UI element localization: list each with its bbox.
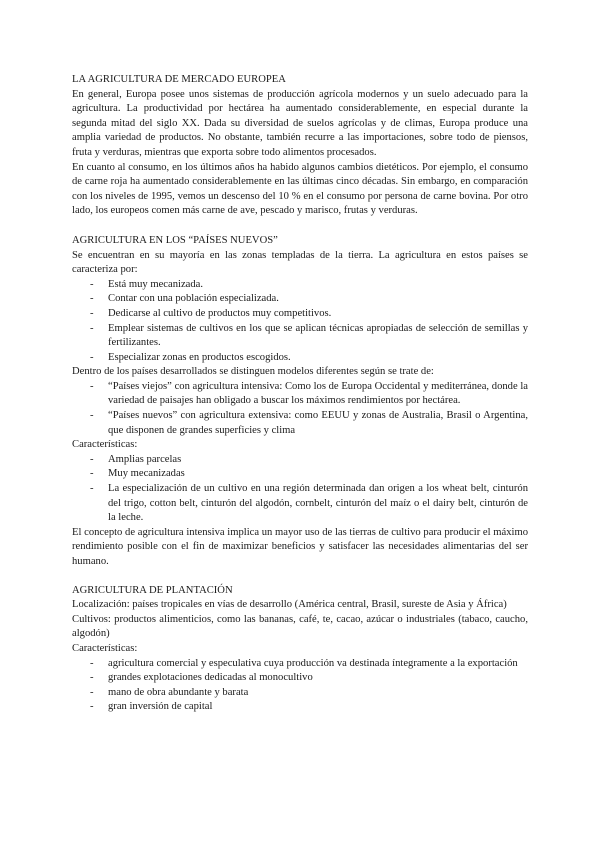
list-agriculture-models — [72, 380, 528, 438]
document-page — [72, 73, 528, 715]
list-item-text: Especializar zonas en productos escogidos. — [108, 351, 291, 363]
dash-bullet: - — [90, 672, 94, 684]
list-item — [72, 292, 528, 307]
dash-bullet: - — [90, 293, 94, 305]
dash-bullet: - — [90, 380, 94, 392]
dash-bullet: - — [90, 453, 94, 465]
features-label: Características: — [72, 439, 138, 451]
list-item — [72, 380, 528, 409]
list-item-text: “Países viejos” con agricultura intensiva: Como los de Europa Occidental y mediterránea, donde la variedad de paisajes han obligado a buscar los máximos rendimientos por hectárea. — [108, 380, 528, 407]
list-item-text: Muy mecanizadas — [108, 468, 185, 480]
list-item-text: Emplear sistemas de cultivos en los que se aplican técnicas apropiadas de selección de semillas y fertilizantes. — [108, 322, 528, 349]
list-item-text: Dedicarse al cultivo de productos muy competitivos. — [108, 307, 332, 319]
list-item — [72, 409, 528, 438]
dash-bullet: - — [90, 657, 94, 669]
section-heading-europe: LA AGRICULTURA DE MERCADO EUROPEA — [72, 74, 286, 85]
dash-bullet: - — [90, 701, 94, 713]
list-item-text: agricultura comercial y especulativa cuya producción va destinada íntegramente a la exportación — [108, 657, 518, 669]
paragraph-europe-consumption: En cuanto al consumo, en los últimos años ha habido algunos cambios dietéticos. Por ejemplo, el consumo de carne roja ha aumentado considerablemente en las últimas cinco décadas. Sin embargo, en comparación con los niveles de 1995, vemos un descenso del 10 % en el consumo por persona de carne bovina. Por otro lado, los europeos comen más carne de ave, pescado y marisco, frutas y verduras. — [72, 161, 528, 217]
dash-bullet: - — [90, 468, 94, 480]
list-item-text: Contar con una población especializada. — [108, 293, 279, 305]
list-item — [72, 307, 528, 322]
dash-bullet: - — [90, 278, 94, 290]
paragraph-europe-production: En general, Europa posee unos sistemas de producción agrícola modernos y un suelo adecuado para la agricultura. La productividad por hectárea ha aumentado considerablemente, en especial durante la segunda mitad del siglo XX. Dada su diversidad de suelos agrícolas y de climas, Europa produce una amplia variedad de productos. No obstante, también recurre a las importaciones, sobre todo de piensos, fruta y verduras, mientras que exporta sobre todo alimentos procesados. — [72, 88, 528, 158]
paragraph-new-countries-intro: Se encuentran en su mayoría en las zonas templadas de la tierra. La agricultura en estos países se caracteriza por: — [72, 249, 528, 276]
list-item — [72, 657, 528, 672]
list-item-text: mano de obra abundante y barata — [108, 686, 249, 698]
list-item — [72, 700, 528, 715]
list-item — [72, 278, 528, 293]
list-item-text: gran inversión de capital — [108, 701, 213, 713]
list-item — [72, 322, 528, 351]
list-item — [72, 671, 528, 686]
list-new-countries-traits — [72, 278, 528, 366]
list-item-text: “Países nuevos” con agricultura extensiva: como EEUU y zonas de Australia, Brasil o Argentina, que disponen de grandes superficies y clima — [108, 410, 528, 436]
section-heading-new-countries: AGRICULTURA EN LOS “PAÍSES NUEVOS” — [72, 234, 278, 246]
list-item-text: Amplias parcelas — [108, 453, 182, 465]
dash-bullet: - — [90, 351, 94, 363]
section-spacer — [72, 219, 528, 234]
list-item — [72, 467, 528, 482]
section-spacer — [72, 570, 528, 584]
dash-bullet: - — [90, 307, 94, 319]
list-item-text: La especialización de un cultivo en una región determinada dan origen a los wheat belt, cinturón del trigo, cotton belt, cinturón del algodón, cornbelt, cinturón del maíz o el dairy belt, cinturón de la leche. — [108, 483, 528, 524]
list-plantation-features — [72, 657, 528, 715]
paragraph-models-intro: Dentro de los países desarrollados se distinguen modelos diferentes según se trate de: — [72, 366, 434, 378]
dash-bullet: - — [90, 686, 94, 698]
list-item — [72, 453, 528, 468]
section-heading-plantation: AGRICULTURA DE PLANTACIÓN — [72, 584, 233, 596]
list-item — [72, 482, 528, 526]
dash-bullet: - — [90, 322, 94, 334]
paragraph-plantation-location: Localización: países tropicales en vías de desarrollo (América central, Brasil, sureste de Asia y África) — [72, 599, 507, 611]
dash-bullet: - — [90, 410, 94, 422]
list-item-text: Está muy mecanizada. — [108, 278, 204, 290]
paragraph-plantation-crops: Cultivos: productos alimenticios, como las bananas, café, te, cacao, azúcar o industriales (tabaco, caucho, algodón) — [72, 613, 528, 640]
features-label: Características: — [72, 642, 138, 654]
list-item-text: grandes explotaciones dedicadas al monocultivo — [108, 672, 313, 684]
list-item — [72, 686, 528, 701]
list-item — [72, 351, 528, 366]
paragraph-intensive-concept: El concepto de agricultura intensiva implica un mayor uso de las tierras de cultivo para producir el máximo rendimiento posible con el fin de maximizar beneficios y satisfacer las necesidades alimentarias del ser humano. — [72, 526, 528, 567]
list-new-countries-features — [72, 453, 528, 526]
dash-bullet: - — [90, 483, 94, 495]
